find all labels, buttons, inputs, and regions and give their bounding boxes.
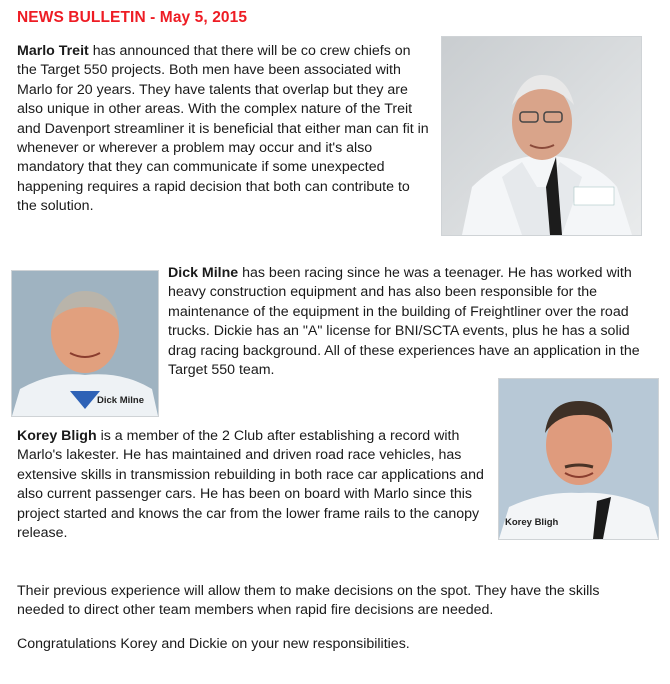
korey-paragraph: [17, 427, 489, 543]
korey-text: is a member of the 2 Club after establishing a record with Marlo's lakester. He has maintained and driven road race vehicles, has extensive skills in transmission rebuilding in both race car applications and also current passenger cars. He has been on board with Marlo since this project started and knows the car from the lower frame rails to the canopy release.: [17, 428, 484, 542]
korey-name: Korey Bligh: [17, 428, 97, 444]
korey-bligh-caption: Korey Bligh: [505, 517, 559, 528]
bulletin-title: NEWS BULLETIN - May 5, 2015: [17, 9, 248, 26]
dick-milne-caption: Dick Milne: [97, 395, 144, 406]
closing-paragraph: Their previous experience will allow them to make decisions on the spot. They have the skills needed to direct other team members when rapid fire decisions are needed.: [17, 583, 600, 619]
congratulations-line: Congratulations Korey and Dickie on your new responsibilities.: [17, 636, 410, 652]
marlo-text: has announced that there will be co crew chiefs on the Target 550 projects. Both men have been associated with Marlo for 20 years. They have talents that overlap but they are also unique in other areas. With the complex nature of the Treit and Davenport streamliner it is beneficial that either man can fit in whenever or wherever a problem may occur and it's also mandatory that they can communicate if some unexpected happening requires a rapid decision that both can contribute to the solution.: [17, 43, 429, 215]
dick-text: has been racing since he was a teenager. He has worked with heavy construction equipment and has also been responsible for the maintenance of the equipment in the building of Freightliner over the road trucks. Dickie has an "A" license for BNI/SCTA events, plus he has a solid drag racing background. All of these experiences have an application in the Target 550 team.: [168, 265, 640, 379]
marlo-name: Marlo Treit: [17, 43, 89, 59]
dick-paragraph: [168, 264, 644, 380]
marlo-paragraph: [17, 42, 429, 217]
korey-bligh-photo: [498, 378, 659, 540]
dick-milne-photo: [11, 270, 159, 417]
marlo-treit-photo: [441, 36, 642, 236]
dick-name: Dick Milne: [168, 265, 239, 281]
